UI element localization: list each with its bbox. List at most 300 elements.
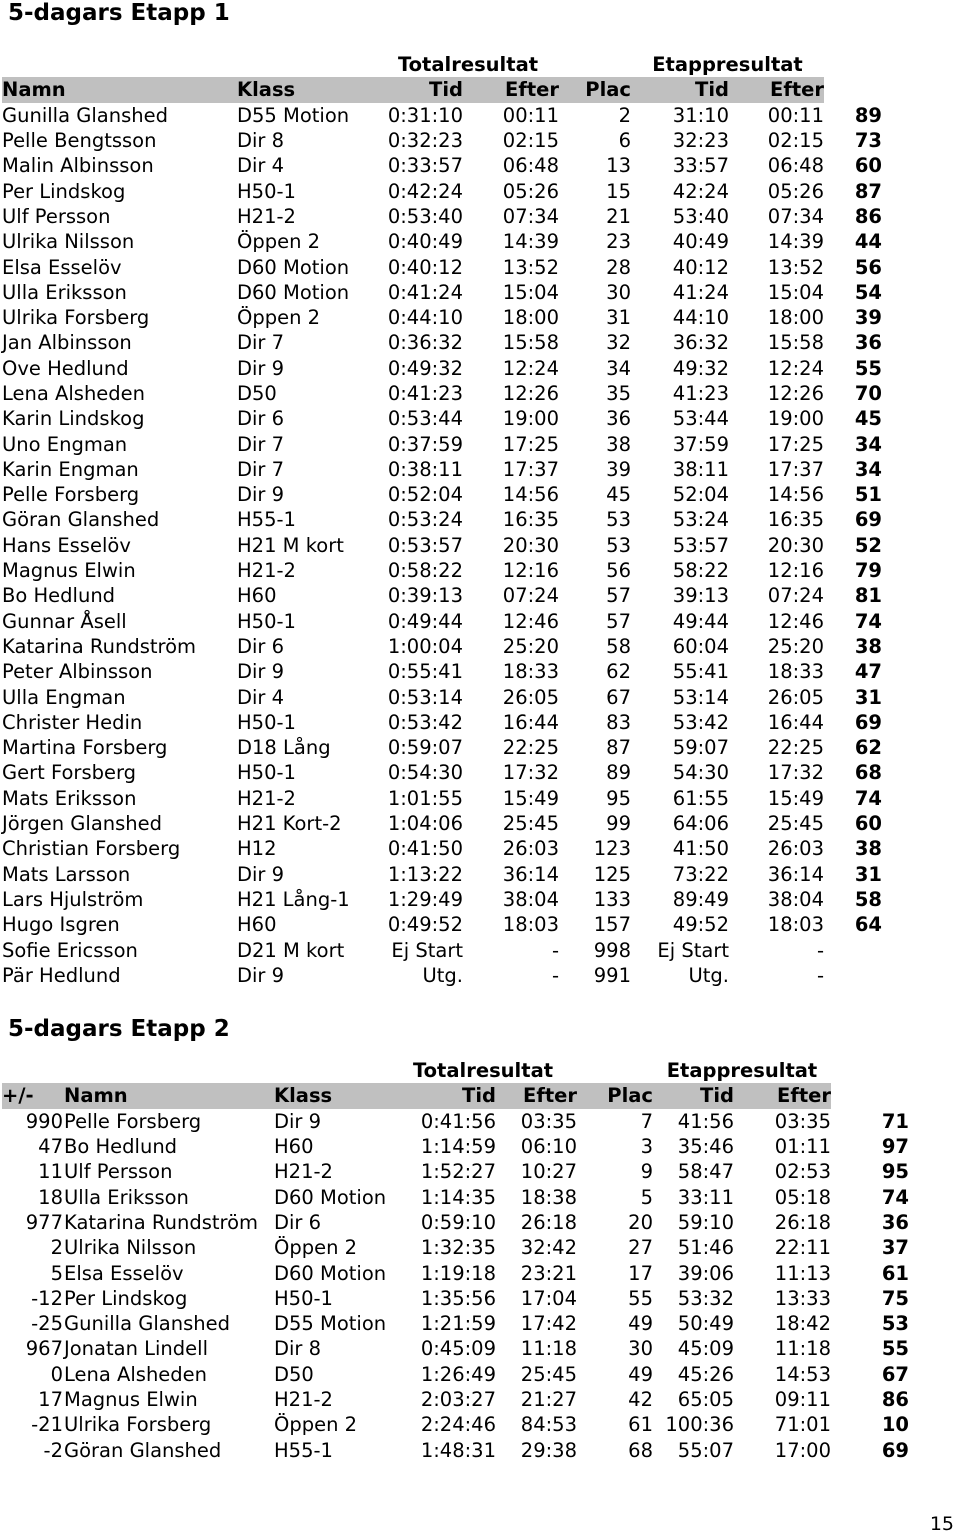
cell-stage-time: 45:26 bbox=[677, 1362, 734, 1386]
cell-place: 45 bbox=[606, 483, 631, 507]
cell-behind: 13:52 bbox=[502, 255, 559, 279]
cell-name: Mats Eriksson bbox=[2, 786, 137, 810]
table-row bbox=[2, 128, 882, 153]
cell-stage-time: 58:47 bbox=[677, 1160, 734, 1184]
cell-class: H21 Kort-2 bbox=[237, 812, 342, 836]
cell-behind: 32:42 bbox=[520, 1236, 577, 1260]
table-row bbox=[2, 482, 882, 507]
cell-behind: 06:10 bbox=[520, 1135, 577, 1159]
cell-stage-time: 100:36 bbox=[665, 1413, 734, 1437]
cell-behind: 18:03 bbox=[502, 913, 559, 937]
stage1-rows bbox=[2, 103, 882, 988]
cell-behind: 14:39 bbox=[502, 230, 559, 254]
cell-stage-behind: 13:33 bbox=[774, 1286, 831, 1310]
cell-name: Elsa Esselöv bbox=[2, 255, 122, 279]
cell-behind: 17:37 bbox=[502, 457, 559, 481]
col-place: Plac bbox=[559, 77, 631, 102]
cell-behind: 05:26 bbox=[502, 179, 559, 203]
cell-name: Pelle Forsberg bbox=[2, 483, 140, 507]
cell-points: 38 bbox=[854, 837, 882, 861]
cell-name: Göran Glanshed bbox=[2, 508, 160, 532]
cell-name: Malin Albinsson bbox=[2, 154, 154, 178]
cell-behind: 38:04 bbox=[502, 887, 559, 911]
cell-time: 0:40:12 bbox=[387, 255, 463, 279]
cell-stage-behind: 12:24 bbox=[767, 356, 824, 380]
cell-class: Dir 9 bbox=[237, 356, 285, 380]
table-row bbox=[2, 1109, 909, 1134]
cell-class: Öppen 2 bbox=[237, 230, 321, 254]
cell-place: 7 bbox=[640, 1109, 653, 1133]
cell-class: Dir 9 bbox=[237, 862, 285, 886]
cell-place: 56 bbox=[606, 559, 631, 583]
table-row bbox=[2, 178, 882, 203]
cell-stage-behind: 26:18 bbox=[774, 1210, 831, 1234]
cell-stage-behind: 14:56 bbox=[767, 483, 824, 507]
cell-stage-behind: 06:48 bbox=[767, 154, 824, 178]
cell-stage-behind: 11:18 bbox=[774, 1337, 831, 1361]
cell-points: 75 bbox=[881, 1286, 909, 1310]
cell-place: 61 bbox=[628, 1413, 653, 1437]
cell-class: H21-2 bbox=[237, 204, 296, 228]
col-behind: Efter bbox=[463, 77, 559, 102]
cell-points: 70 bbox=[854, 382, 882, 405]
table-row bbox=[2, 1286, 909, 1311]
cell-stage-behind: 16:44 bbox=[767, 710, 824, 734]
cell-stage-time: 65:05 bbox=[677, 1388, 734, 1411]
cell-time: 1:35:56 bbox=[420, 1286, 496, 1310]
table-row bbox=[2, 254, 882, 279]
table-row bbox=[2, 558, 882, 583]
cell-class: H21 M kort bbox=[237, 533, 344, 557]
group-header-row bbox=[2, 1058, 909, 1083]
cell-name: Bo Hedlund bbox=[64, 1135, 178, 1159]
table-row bbox=[2, 1362, 909, 1387]
table-row bbox=[2, 836, 882, 861]
cell-behind: - bbox=[551, 963, 559, 987]
cell-name: Pär Hedlund bbox=[2, 963, 121, 987]
cell-class: H12 bbox=[237, 837, 277, 861]
cell-class: Dir 4 bbox=[237, 154, 285, 178]
cell-points: 69 bbox=[881, 1438, 909, 1462]
cell-stage-behind: 14:53 bbox=[774, 1362, 831, 1386]
cell-time: 0:41:50 bbox=[387, 837, 463, 861]
cell-points: 87 bbox=[854, 179, 882, 203]
cell-place: 36 bbox=[606, 407, 631, 431]
cell-time: Utg. bbox=[422, 963, 463, 987]
table-row bbox=[2, 634, 882, 659]
cell-name: Katarina Rundström bbox=[64, 1210, 259, 1234]
cell-stage-behind: - bbox=[816, 938, 824, 962]
cell-place: 55 bbox=[628, 1286, 653, 1310]
cell-class: H50-1 bbox=[237, 179, 296, 203]
cell-stage-behind: 26:05 bbox=[767, 685, 824, 709]
cell-time: 0:53:42 bbox=[387, 710, 463, 734]
cell-stage-behind: 22:11 bbox=[774, 1236, 831, 1260]
cell-stage-time: 33:57 bbox=[672, 154, 729, 178]
cell-stage-behind: 00:11 bbox=[767, 103, 824, 127]
cell-class: Öppen 2 bbox=[274, 1413, 358, 1437]
cell-behind: 25:45 bbox=[520, 1362, 577, 1386]
cell-change: -25 bbox=[31, 1312, 63, 1336]
cell-name: Pelle Forsberg bbox=[64, 1109, 202, 1133]
cell-place: 20 bbox=[628, 1210, 653, 1234]
cell-place: 991 bbox=[593, 963, 631, 987]
cell-points: 47 bbox=[854, 660, 882, 684]
cell-stage-behind: 17:25 bbox=[767, 432, 824, 456]
cell-stage-behind: 18:33 bbox=[767, 660, 824, 684]
cell-behind: 03:35 bbox=[520, 1109, 577, 1133]
cell-class: D55 Motion bbox=[274, 1312, 387, 1336]
cell-points: 73 bbox=[854, 129, 882, 153]
cell-class: H50-1 bbox=[237, 761, 296, 785]
cell-stage-behind: 09:11 bbox=[774, 1388, 831, 1411]
cell-points: 34 bbox=[854, 432, 882, 456]
table-row bbox=[2, 204, 882, 229]
table-row bbox=[2, 1336, 909, 1361]
cell-time: 0:55:41 bbox=[387, 660, 463, 684]
col-class: Klass bbox=[274, 1083, 389, 1108]
cell-change: 17 bbox=[38, 1388, 63, 1411]
cell-behind: 17:42 bbox=[520, 1312, 577, 1336]
cell-stage-time: 53:14 bbox=[672, 685, 729, 709]
cell-behind: 18:00 bbox=[502, 306, 559, 330]
cell-class: D50 bbox=[274, 1362, 314, 1386]
cell-behind: 23:21 bbox=[520, 1261, 577, 1285]
cell-points: 61 bbox=[881, 1261, 909, 1285]
cell-points: 53 bbox=[881, 1312, 909, 1336]
cell-time: 0:53:44 bbox=[387, 407, 463, 431]
cell-points: 56 bbox=[854, 255, 882, 279]
cell-class: D21 M kort bbox=[237, 938, 345, 962]
cell-place: 30 bbox=[628, 1337, 653, 1361]
cell-class: H21-2 bbox=[237, 786, 296, 810]
cell-time: 1:04:06 bbox=[387, 812, 463, 836]
group-stage-header: Etappresultat bbox=[666, 1059, 818, 1083]
cell-time: 0:59:10 bbox=[420, 1210, 496, 1234]
cell-stage-time: 61:55 bbox=[672, 786, 729, 810]
table-row bbox=[2, 280, 882, 305]
cell-points: 64 bbox=[854, 913, 882, 937]
cell-stage-behind: 38:04 bbox=[767, 887, 824, 911]
stage2-title: 5-dagars Etapp 2 bbox=[8, 1016, 230, 1042]
cell-points: 38 bbox=[854, 634, 882, 658]
cell-points: 69 bbox=[854, 508, 882, 532]
cell-points: 39 bbox=[854, 306, 882, 330]
cell-change: 2 bbox=[50, 1236, 63, 1260]
cell-name: Lena Alsheden bbox=[2, 382, 146, 405]
cell-place: 34 bbox=[606, 356, 631, 380]
cell-points: 74 bbox=[854, 609, 882, 633]
cell-behind: 26:05 bbox=[502, 685, 559, 709]
table-row bbox=[2, 103, 882, 128]
cell-name: Christer Hedin bbox=[2, 710, 143, 734]
cell-points: 71 bbox=[881, 1109, 909, 1133]
cell-stage-time: 39:06 bbox=[677, 1261, 734, 1285]
table-row bbox=[2, 1412, 909, 1437]
cell-name: Karin Engman bbox=[2, 457, 139, 481]
cell-points: 34 bbox=[854, 457, 882, 481]
cell-behind: 17:32 bbox=[502, 761, 559, 785]
cell-stage-behind: 18:00 bbox=[767, 306, 824, 330]
cell-behind: 18:38 bbox=[520, 1185, 577, 1209]
cell-stage-time: 39:13 bbox=[672, 584, 729, 608]
cell-time: 0:41:24 bbox=[387, 280, 463, 304]
cell-place: 23 bbox=[606, 230, 631, 254]
cell-stage-time: 40:12 bbox=[672, 255, 729, 279]
cell-behind: 19:00 bbox=[502, 407, 559, 431]
cell-stage-behind: 05:18 bbox=[774, 1185, 831, 1209]
cell-stage-behind: 18:03 bbox=[767, 913, 824, 937]
table-row bbox=[2, 887, 882, 912]
cell-change: 5 bbox=[50, 1261, 63, 1285]
table-row bbox=[2, 1311, 909, 1336]
cell-change: -21 bbox=[31, 1413, 63, 1437]
cell-place: 83 bbox=[606, 710, 631, 734]
cell-place: 57 bbox=[606, 609, 631, 633]
cell-place: 123 bbox=[593, 837, 631, 861]
cell-behind: - bbox=[551, 938, 559, 962]
cell-points: 60 bbox=[854, 812, 882, 836]
cell-name: Bo Hedlund bbox=[2, 584, 116, 608]
cell-name: Jan Albinsson bbox=[2, 331, 132, 355]
cell-time: 0:53:57 bbox=[387, 533, 463, 557]
cell-stage-behind: 36:14 bbox=[767, 862, 824, 886]
cell-name: Ove Hedlund bbox=[2, 356, 129, 380]
col-time: Tid bbox=[377, 77, 463, 102]
col-name: Namn bbox=[64, 1083, 274, 1108]
cell-stage-time: 50:49 bbox=[677, 1312, 734, 1336]
cell-time: 0:49:32 bbox=[387, 356, 463, 380]
cell-name: Peter Albinsson bbox=[2, 660, 153, 684]
cell-stage-time: 59:10 bbox=[677, 1210, 734, 1234]
cell-class: Dir 6 bbox=[237, 407, 285, 431]
table-row bbox=[2, 1260, 909, 1285]
cell-time: 1:32:35 bbox=[420, 1236, 496, 1260]
cell-stage-behind: 15:49 bbox=[767, 786, 824, 810]
cell-stage-behind: 71:01 bbox=[774, 1413, 831, 1437]
cell-class: Dir 9 bbox=[237, 483, 285, 507]
cell-time: 0:54:30 bbox=[387, 761, 463, 785]
cell-place: 38 bbox=[606, 432, 631, 456]
cell-behind: 36:14 bbox=[502, 862, 559, 886]
cell-place: 57 bbox=[606, 584, 631, 608]
cell-class: Dir 6 bbox=[237, 634, 285, 658]
table-row bbox=[2, 153, 882, 178]
cell-class: Dir 6 bbox=[274, 1210, 322, 1234]
cell-stage-time: 49:44 bbox=[672, 609, 729, 633]
cell-stage-time: 42:24 bbox=[672, 179, 729, 203]
cell-points: 60 bbox=[854, 154, 882, 178]
cell-class: D60 Motion bbox=[237, 255, 350, 279]
cell-behind: 06:48 bbox=[502, 154, 559, 178]
cell-stage-behind: 07:34 bbox=[767, 204, 824, 228]
cell-stage-behind: 05:26 bbox=[767, 179, 824, 203]
col-behind: Efter bbox=[496, 1083, 577, 1108]
table-row bbox=[2, 1387, 909, 1412]
cell-stage-behind: 25:20 bbox=[767, 634, 824, 658]
cell-name: Hans Esselöv bbox=[2, 533, 131, 557]
cell-time: 0:49:52 bbox=[387, 913, 463, 937]
cell-class: H50-1 bbox=[237, 710, 296, 734]
cell-stage-behind: 19:00 bbox=[767, 407, 824, 431]
col-place: Plac bbox=[577, 1083, 653, 1108]
cell-name: Magnus Elwin bbox=[64, 1388, 198, 1411]
cell-behind: 12:16 bbox=[502, 559, 559, 583]
cell-class: Öppen 2 bbox=[274, 1236, 358, 1260]
cell-stage-behind: 03:35 bbox=[774, 1109, 831, 1133]
group-header-row bbox=[2, 52, 882, 77]
cell-behind: 26:18 bbox=[520, 1210, 577, 1234]
table-row bbox=[2, 760, 882, 785]
cell-class: Dir 9 bbox=[237, 660, 285, 684]
cell-points: 95 bbox=[881, 1160, 909, 1184]
cell-points: 68 bbox=[854, 761, 882, 785]
cell-points: 81 bbox=[854, 584, 882, 608]
cell-place: 68 bbox=[628, 1438, 653, 1462]
table-row bbox=[2, 811, 882, 836]
cell-time: 0:38:11 bbox=[387, 457, 463, 481]
cell-points: 51 bbox=[854, 483, 882, 507]
cell-stage-time: 38:11 bbox=[672, 457, 729, 481]
column-header-row bbox=[2, 1083, 909, 1108]
cell-stage-behind: 07:24 bbox=[767, 584, 824, 608]
cell-behind: 25:45 bbox=[502, 812, 559, 836]
cell-time: 0:41:56 bbox=[420, 1109, 496, 1133]
cell-stage-behind: 17:37 bbox=[767, 457, 824, 481]
cell-time: 0:41:23 bbox=[387, 382, 463, 405]
cell-stage-time: 36:32 bbox=[672, 331, 729, 355]
col-stage-time: Tid bbox=[631, 77, 729, 102]
cell-points: 97 bbox=[881, 1135, 909, 1159]
cell-place: 87 bbox=[606, 736, 631, 760]
cell-place: 62 bbox=[606, 660, 631, 684]
cell-time: 1:48:31 bbox=[420, 1438, 496, 1462]
cell-time: 0:42:24 bbox=[387, 179, 463, 203]
cell-points: 36 bbox=[881, 1210, 909, 1234]
cell-stage-time: 59:07 bbox=[672, 736, 729, 760]
cell-time: 0:32:23 bbox=[387, 129, 463, 153]
cell-stage-behind: 13:52 bbox=[767, 255, 824, 279]
cell-stage-time: 32:23 bbox=[672, 129, 729, 153]
cell-behind: 26:03 bbox=[502, 837, 559, 861]
cell-name: Lars Hjulström bbox=[2, 887, 144, 911]
cell-stage-time: 53:40 bbox=[672, 204, 729, 228]
cell-stage-behind: 11:13 bbox=[774, 1261, 831, 1285]
cell-behind: 07:24 bbox=[502, 584, 559, 608]
cell-name: Katarina Rundström bbox=[2, 634, 197, 658]
table-row bbox=[2, 735, 882, 760]
cell-behind: 20:30 bbox=[502, 533, 559, 557]
cell-place: 2 bbox=[618, 103, 631, 127]
cell-class: Öppen 2 bbox=[237, 306, 321, 330]
cell-place: 3 bbox=[640, 1135, 653, 1159]
table-row bbox=[2, 684, 882, 709]
cell-stage-time: 41:23 bbox=[672, 382, 729, 405]
cell-name: Per Lindskog bbox=[64, 1286, 188, 1310]
cell-behind: 07:34 bbox=[502, 204, 559, 228]
cell-behind: 21:27 bbox=[520, 1388, 577, 1411]
cell-behind: 15:58 bbox=[502, 331, 559, 355]
table-row bbox=[2, 1134, 909, 1159]
cell-place: 99 bbox=[606, 812, 631, 836]
cell-class: Dir 4 bbox=[237, 685, 285, 709]
cell-class: Dir 8 bbox=[274, 1337, 322, 1361]
table-row bbox=[2, 431, 882, 456]
cell-time: 0:53:40 bbox=[387, 204, 463, 228]
cell-stage-behind: 02:15 bbox=[767, 129, 824, 153]
cell-name: Gert Forsberg bbox=[2, 761, 137, 785]
cell-time: 0:52:04 bbox=[387, 483, 463, 507]
cell-stage-time: 53:42 bbox=[672, 710, 729, 734]
cell-name: Uno Engman bbox=[2, 432, 128, 456]
cell-class: D55 Motion bbox=[237, 103, 350, 127]
cell-points bbox=[824, 937, 882, 962]
col-stage-behind: Efter bbox=[734, 1083, 831, 1108]
cell-time: 0:33:57 bbox=[387, 154, 463, 178]
cell-name: Martina Forsberg bbox=[2, 736, 168, 760]
cell-stage-behind: 02:53 bbox=[774, 1160, 831, 1184]
cell-time: 1:14:59 bbox=[420, 1135, 496, 1159]
cell-stage-behind: 01:11 bbox=[774, 1135, 831, 1159]
cell-class: Dir 7 bbox=[237, 432, 285, 456]
cell-points: 67 bbox=[881, 1362, 909, 1386]
table-row bbox=[2, 330, 882, 355]
cell-class: H21-2 bbox=[274, 1160, 333, 1184]
table-row bbox=[2, 786, 882, 811]
cell-class: Dir 7 bbox=[237, 457, 285, 481]
cell-stage-time: 41:24 bbox=[672, 280, 729, 304]
cell-time: 2:03:27 bbox=[420, 1388, 496, 1411]
table-row bbox=[2, 937, 882, 962]
cell-stage-behind: 17:32 bbox=[767, 761, 824, 785]
table-row bbox=[2, 381, 882, 406]
cell-stage-time: Utg. bbox=[688, 963, 729, 987]
cell-name: Gunilla Glanshed bbox=[2, 103, 168, 127]
cell-class: Dir 9 bbox=[274, 1109, 322, 1133]
table-row bbox=[2, 659, 882, 684]
cell-behind: 12:46 bbox=[502, 609, 559, 633]
cell-behind: 22:25 bbox=[502, 736, 559, 760]
table-row bbox=[2, 507, 882, 532]
cell-place: 31 bbox=[606, 306, 631, 330]
cell-stage-time: 37:59 bbox=[672, 432, 729, 456]
cell-place: 13 bbox=[606, 154, 631, 178]
table-row bbox=[2, 710, 882, 735]
cell-behind: 11:18 bbox=[520, 1337, 577, 1361]
cell-points: 69 bbox=[854, 710, 882, 734]
cell-name: Jörgen Glanshed bbox=[2, 812, 163, 836]
table-row bbox=[2, 862, 882, 887]
table-row bbox=[2, 1184, 909, 1209]
cell-change: 967 bbox=[25, 1337, 63, 1361]
cell-class: Dir 8 bbox=[237, 129, 285, 153]
cell-place: 5 bbox=[640, 1185, 653, 1209]
cell-class: H60 bbox=[274, 1135, 314, 1159]
cell-time: 1:19:18 bbox=[420, 1261, 496, 1285]
cell-name: Mats Larsson bbox=[2, 862, 131, 886]
cell-change: 11 bbox=[38, 1160, 63, 1184]
cell-class: D50 bbox=[237, 382, 277, 405]
cell-stage-time: 89:49 bbox=[672, 887, 729, 911]
cell-change: -12 bbox=[31, 1286, 63, 1310]
cell-behind: 15:04 bbox=[502, 280, 559, 304]
cell-class: H60 bbox=[237, 584, 277, 608]
cell-stage-time: 33:11 bbox=[677, 1185, 734, 1209]
cell-place: 27 bbox=[628, 1236, 653, 1260]
col-stage-time: Tid bbox=[653, 1083, 734, 1108]
cell-stage-behind: 12:16 bbox=[767, 559, 824, 583]
cell-place: 17 bbox=[628, 1261, 653, 1285]
